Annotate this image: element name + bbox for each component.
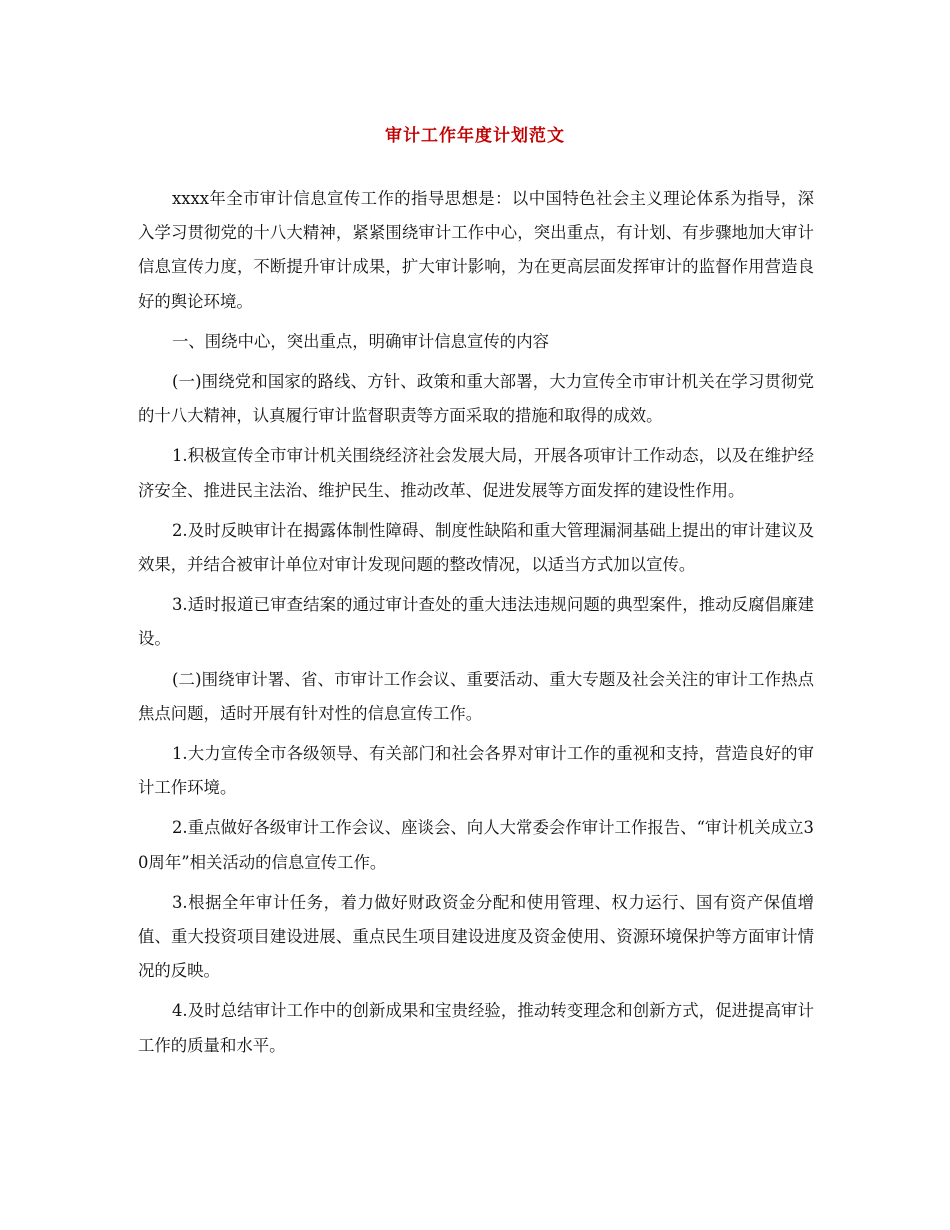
document-title: 审计工作年度计划范文 [385, 126, 565, 146]
list-item: 3.根据全年审计任务，着力做好财政资金分配和使用管理、权力运行、国有资产保值增值、重大投资项目建设进展、重点民生项目建设进度及资金使用、资源环境保护等方面审计情况的反映。 [138, 892, 814, 981]
subsection-heading-2: (二)围绕审计署、省、市审计工作会议、重要活动、重大专题及社会关注的审计工作热点焦点问题，适时开展有针对性的信息宣传工作。 [138, 669, 814, 723]
list-item: 2.重点做好各级审计工作会议、座谈会、向人大常委会作审计工作报告、“审计机关成立30周年”相关活动的信息宣传工作。 [138, 818, 814, 872]
paragraph-guiding-idea: xxxx年全市审计信息宣传工作的指导思想是：以中国特色社会主义理论体系为指导，深入学习贯彻党的十八大精神，紧紧围绕审计工作中心，突出重点，有计划、有步骤地加大审计信息宣传力度，不断提升审计成果，扩大审计影响，为在更高层面发挥审计的监督作用营造良好的舆论环境。 [138, 189, 814, 311]
subsection-heading-1: (一)围绕党和国家的路线、方针、政策和重大部署，大力宣传全市审计机关在学习贯彻党的十八大精神，认真履行审计监督职责等方面采取的措施和取得的成效。 [138, 372, 814, 426]
list-item: 2.及时反映审计在揭露体制性障碍、制度性缺陷和重大管理漏洞基础上提出的审计建议及效果，并结合被审计单位对审计发现问题的整改情况，以适当方式加以宣传。 [138, 520, 814, 575]
list-item: 3.适时报道已审查结案的通过审计查处的重大违法违规问题的典型案件，推动反腐倡廉建设。 [138, 595, 814, 649]
list-item: 4.及时总结审计工作中的创新成果和宝贵经验，推动转变理念和创新方式，促进提高审计工作的质量和水平。 [138, 1001, 814, 1055]
section-heading-1: 一、围绕中心，突出重点，明确审计信息宣传的内容 [172, 331, 549, 351]
document-body [138, 182, 814, 1069]
list-item: 1.大力宣传全市各级领导、有关部门和社会各界对审计工作的重视和支持，营造良好的审计工作环境。 [138, 744, 814, 798]
list-item: 1.积极宣传全市审计机关围绕经济社会发展大局，开展各项审计工作动态，以及在维护经济安全、推进民主法治、维护民生、推动改革、促进发展等方面发挥的建设性作用。 [138, 446, 814, 500]
